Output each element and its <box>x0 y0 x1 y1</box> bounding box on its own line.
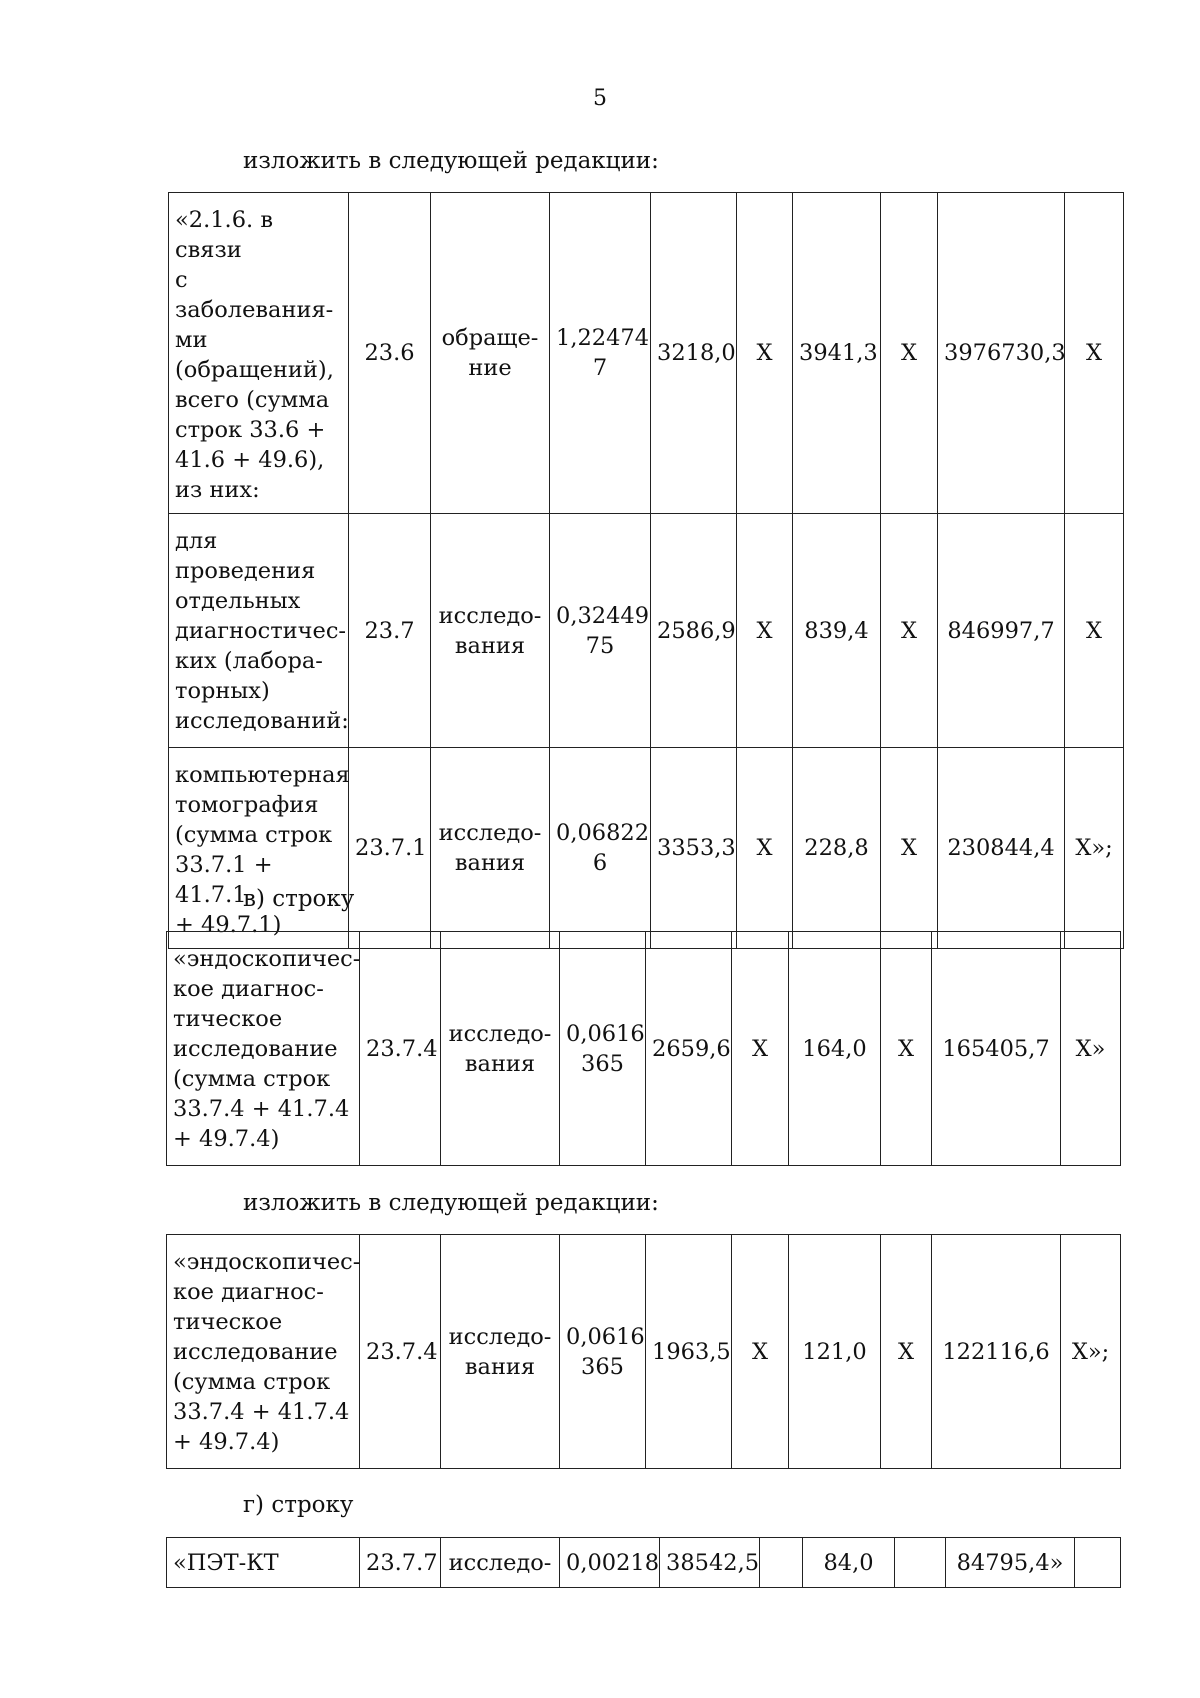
cell-row-code: 23.7.7 <box>360 1538 441 1588</box>
cell-value: 228,8 <box>793 748 881 949</box>
cell-x <box>760 1538 803 1588</box>
cell-cost: 2659,6 <box>646 932 732 1166</box>
table-row <box>167 1538 1121 1588</box>
cell-value: 164,0 <box>789 932 881 1166</box>
table-row <box>169 193 1124 514</box>
table-row <box>167 932 1121 1166</box>
cell-row-code: 23.7.4 <box>360 932 441 1166</box>
cell-x <box>895 1538 946 1588</box>
table-new-row <box>166 1234 1121 1469</box>
cell-value: 121,0 <box>789 1235 881 1469</box>
cell-norm: 1,22474 7 <box>550 193 651 514</box>
cell-x: X <box>881 514 938 748</box>
cell-x: X <box>732 1235 789 1469</box>
cell-x: X <box>737 748 793 949</box>
cell-x: X <box>881 748 938 949</box>
cell-cost: 2586,9 <box>651 514 737 748</box>
cell-unit: исследо- вания <box>431 514 550 748</box>
cell-value: 3941,3 <box>793 193 881 514</box>
page-number: 5 <box>593 86 607 111</box>
cell-unit: исследо- вания <box>431 748 550 949</box>
cell-row-code: 23.6 <box>349 193 431 514</box>
cell-x: X <box>881 932 932 1166</box>
cell-description: «эндоскопичес- кое диагнос- тическое исследование (сумма строк 33.7.4 + 41.7.4 + 49.7.4) <box>167 1235 360 1469</box>
cell-total: 122116,6 <box>932 1235 1061 1469</box>
cell-description: для проведения отдельных диагностичес- ких (лабора- торных) исследований: <box>169 514 349 748</box>
cell-cost: 1963,5 <box>646 1235 732 1469</box>
cell-value: 839,4 <box>793 514 881 748</box>
table-row <box>169 748 1124 949</box>
paragraph-item-g: г) строку <box>243 1492 354 1518</box>
cell-cost: 38542,5 <box>660 1538 760 1588</box>
table-row <box>169 514 1124 748</box>
cell-x: X» <box>1061 932 1121 1166</box>
cell-x: X»; <box>1065 748 1124 949</box>
cell-norm: 0,00218 <box>560 1538 660 1588</box>
cell-row-code: 23.7.1 <box>349 748 431 949</box>
cell-x: X <box>1065 514 1124 748</box>
cell-unit: исследо- вания <box>441 1235 560 1469</box>
cell-unit: обраще- ние <box>431 193 550 514</box>
cell-total: 846997,7 <box>938 514 1065 748</box>
cell-description: «ПЭТ-КТ <box>167 1538 360 1588</box>
cell-x: X <box>1065 193 1124 514</box>
cell-unit: исследо- <box>441 1538 560 1588</box>
table-amended-rows <box>168 192 1124 949</box>
cell-cost: 3218,0 <box>651 193 737 514</box>
table-pet-ct-row <box>166 1537 1121 1588</box>
cell-total: 84795,4» <box>946 1538 1075 1588</box>
cell-norm: 0,32449 75 <box>550 514 651 748</box>
cell-total: 3976730,3 <box>938 193 1065 514</box>
cell-x: X <box>881 1235 932 1469</box>
cell-x: X»; <box>1061 1235 1121 1469</box>
cell-total: 165405,7 <box>932 932 1061 1166</box>
cell-x <box>1075 1538 1121 1588</box>
cell-x: X <box>737 514 793 748</box>
cell-norm: 0,06822 6 <box>550 748 651 949</box>
cell-norm: 0,0616 365 <box>560 1235 646 1469</box>
cell-unit: исследо- вания <box>441 932 560 1166</box>
cell-cost: 3353,3 <box>651 748 737 949</box>
paragraph-item-v: в) строку <box>243 886 355 912</box>
table-old-row <box>166 931 1121 1166</box>
cell-x: X <box>737 193 793 514</box>
cell-row-code: 23.7 <box>349 514 431 748</box>
paragraph-instruction-2: изложить в следующей редакции: <box>243 1190 659 1216</box>
paragraph-instruction-1: изложить в следующей редакции: <box>243 148 659 174</box>
cell-description: «эндоскопичес- кое диагнос- тическое исследование (сумма строк 33.7.4 + 41.7.4 + 49.7.4) <box>167 932 360 1166</box>
cell-description: «2.1.6. в связи с заболевания- ми (обращений), всего (сумма строк 33.6 + 41.6 + 49.6), из них: <box>169 193 349 514</box>
cell-x: X <box>881 193 938 514</box>
cell-value: 84,0 <box>803 1538 895 1588</box>
cell-row-code: 23.7.4 <box>360 1235 441 1469</box>
table-row <box>167 1235 1121 1469</box>
cell-total: 230844,4 <box>938 748 1065 949</box>
cell-description: компьютерная томография (сумма строк 33.7.1 + 41.7.1 + 49.7.1) <box>169 748 349 949</box>
cell-norm: 0,0616 365 <box>560 932 646 1166</box>
cell-x: X <box>732 932 789 1166</box>
